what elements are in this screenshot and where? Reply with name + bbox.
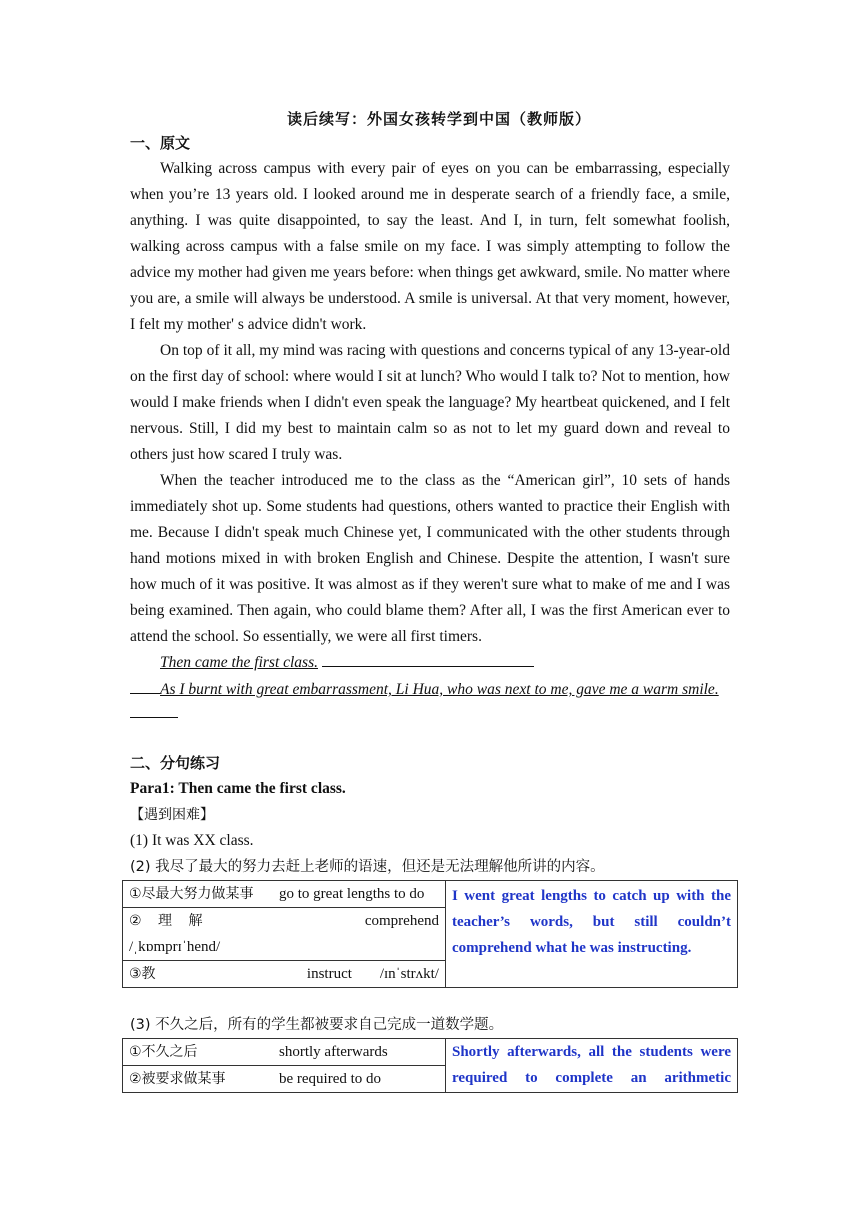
document-title: 读后续写：外国女孩转学到中国（教师版） (286, 110, 591, 128)
table2-row-2-en: be required to do (279, 1071, 382, 1087)
section2-heading: 二、分句练习 (130, 754, 221, 772)
original-paragraph-3: When the teacher introduced me to the class as the “American girl”, 10 sets of hands immediately shot up. Some students had questions, others wanted to practice their English with me. Because I didn't speak much Chinese yet, I communicated with the other students through hand motions mixed in with broken English and Chinese. Despite the attention, I wasn't sure how much of it was positive. It was almost as if they weren't sure what to make of me and I was being examined. Then again, who could blame them? After all, I was the first American ever to attend the school. So essentially, we were all first timers. (130, 472, 730, 645)
section1-heading: 一、原文 (130, 134, 191, 152)
prompt-2-text: As I burnt with great embarrassment, Li Hua, who was next to me, gave me a warm smile. (160, 681, 719, 698)
original-paragraph-1: Walking across campus with every pair of eyes on you can be embarrassing, especially when you’re 13 years old. I looked around me in desperate search of a friendly face, a smile, anything. I was quite disappointed, to say the least. And I, in turn, felt somewhat foolish, walking across campus with a false smile on my face. I was simply attempting to follow the advice my mother had given me years before: when things get awkward, smile. No matter where you are, a smile will always be understood. A smile is universal. At that very moment, however, I felt my mother' s advice didn't work. (130, 160, 730, 333)
table2-answer: Shortly afterwards, all the students were required to complete an arithmetic (452, 1044, 731, 1086)
prompt-1-text: Then came the first class. (160, 654, 318, 671)
indent-underline (130, 676, 160, 694)
table1-row-3-ipa: /ɪnˈstrʌkt/ (379, 966, 439, 982)
vocab-table-1 (122, 880, 738, 988)
vocab-table-2 (122, 1038, 738, 1093)
difficulty-tag: 【遇到困难】 (130, 807, 214, 823)
continuation-prompt-1 (130, 650, 730, 676)
table2-row-1-cn: ①不久之后 (129, 1044, 198, 1060)
document-page (130, 108, 730, 1093)
continuation-prompt-2 (130, 676, 730, 703)
table1-answer-cell (446, 881, 738, 988)
writing-blank-2[interactable] (130, 703, 178, 718)
table2-row-1 (123, 1039, 446, 1066)
exercise-item-3: (3) 不久之后，所有的学生都被要求自己完成一道数学题。 (130, 1017, 504, 1033)
table1-row-2-ipa: /ˌkɒmprɪˈhend/ (129, 939, 221, 955)
table1-row-2-cn: ② 理 解 (129, 913, 209, 929)
writing-blank-1[interactable] (322, 650, 534, 667)
table2-row-1-en: shortly afterwards (279, 1044, 388, 1060)
table1-row-1-cn: ①尽最大努力做某事 (129, 886, 254, 902)
table1-row-3-cn: ③教 (129, 966, 156, 982)
table1-row-1 (123, 881, 446, 908)
table1-answer: I went great lengths to catch up with the teacher’s words, but still couldn’t comprehend what he was instructing. (452, 888, 731, 956)
exercise-item-1: (1) It was XX class. (130, 832, 254, 849)
original-paragraph-2: On top of it all, my mind was racing with questions and concerns typical of any 13-year-old on the first day of school: where would I sit at lunch? Who would I talk to? Not to mention, how would I make friends when I didn't even speak the language? My heartbeat quickened, and I felt nervous. Still, I did my best to maintain calm so as not to let my guard down and reveal to others just how scared I truly was. (130, 342, 730, 463)
table1-row-2 (123, 908, 446, 961)
table1-row-2-en: comprehend (364, 913, 439, 929)
table1-row-1-en: go to great lengths to do (279, 886, 425, 902)
table1-row-3-en: instruct (306, 966, 352, 982)
table2-answer-cell (446, 1039, 738, 1093)
table2-row-2-cn: ②被要求做某事 (129, 1071, 226, 1087)
para-label: Para1: Then came the first class. (130, 780, 346, 797)
table2-row-2 (123, 1066, 446, 1093)
table1-row-3 (123, 961, 446, 988)
exercise-item-2: (2) 我尽了最大的努力去赶上老师的语速，但还是无法理解他所讲的内容。 (130, 859, 605, 875)
